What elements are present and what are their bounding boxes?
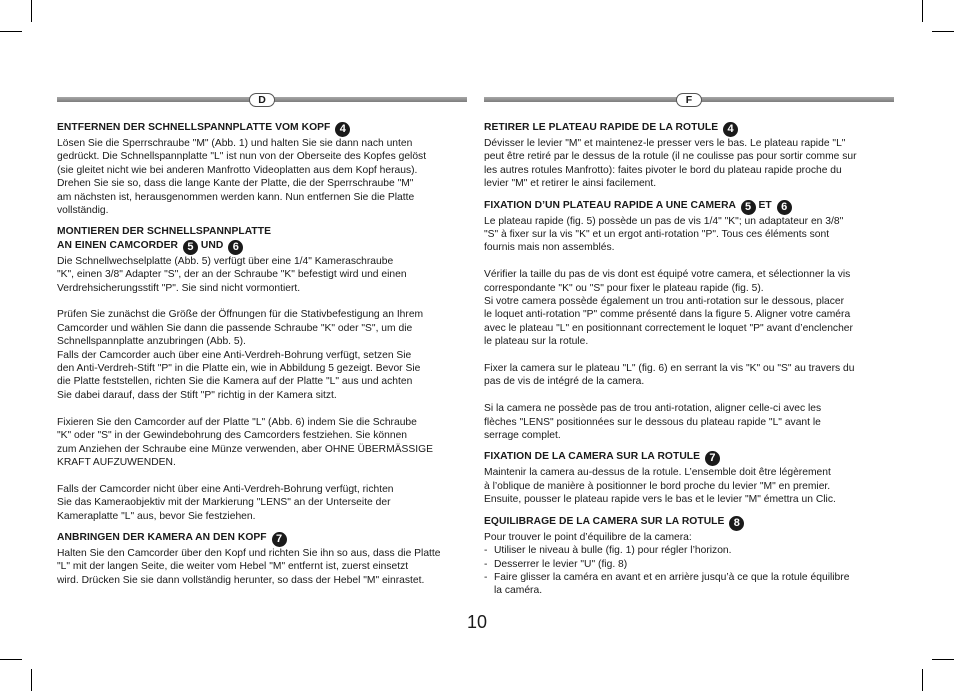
figure-number-badge: 8 bbox=[729, 516, 744, 531]
section-attach-camera bbox=[57, 531, 467, 587]
figure-number-badge: 6 bbox=[777, 200, 792, 215]
figure-number-badge: 5 bbox=[183, 240, 198, 255]
crop-mark bbox=[0, 31, 22, 32]
section-heading: MONTIEREN DER SCHNELLSPANNPLATTE AN EINEN CAMCORDER 5 UND 6 bbox=[57, 226, 272, 253]
language-badge: D bbox=[249, 93, 275, 107]
section-attach-camera bbox=[484, 450, 894, 506]
section-heading: RETIRER LE PLATEAU RAPIDE DE LA ROTULE 4 bbox=[484, 121, 894, 137]
section-heading: ENTFERNEN DER SCHNELLSPANNPLATTE VOM KOPF 4 bbox=[57, 121, 467, 137]
figure-number-badge: 5 bbox=[741, 200, 756, 215]
crop-mark bbox=[922, 0, 923, 22]
figure-number-badge: 7 bbox=[272, 532, 287, 547]
page-number: 10 bbox=[466, 612, 488, 632]
crop-mark bbox=[932, 659, 954, 660]
crop-mark bbox=[932, 31, 954, 32]
paragraph: Falls der Camcorder nicht über eine Anti-Verdreh-Bohrung verfügt, richten Sie das Kameraobjektiv mit der Markierung "LENS" an der Unterseite der Kameraplatte "L" aus, bevor Sie festziehen. bbox=[57, 483, 394, 522]
paragraph: Pour trouver le point d’équilibre de la camera: bbox=[484, 531, 692, 543]
figure-number-badge: 4 bbox=[723, 122, 738, 137]
paragraph: Si la camera ne possède pas de trou anti-rotation, aligner celle-ci avec les flèches "LENS" positionnées sur le dessous du plateau rapide "L" avant le serrage complet. bbox=[484, 403, 822, 442]
paragraph: Die Schnellwechselplatte (Abb. 5) verfügt über eine 1/4" Kameraschraube "K", einen 3/8" Adapter "S", der an der Schraube "K" befestigt wird und einen Verdrehsicherungsstift "P". Sie sind nicht vormontiert. bbox=[57, 255, 407, 294]
figure-number-badge: 4 bbox=[335, 122, 350, 137]
section-remove-plate bbox=[484, 121, 894, 191]
paragraph: Prüfen Sie zunächst die Größe der Öffnungen für die Stativbefestigung an Ihrem Camcorder und wählen Sie dann die passende Schraube "K" oder "S", um die Schnellspannplatte anzubringen (Abb. 5). Falls der Camcorder auch über eine Anti-Verdreh-Bohrung verfügt, setzen Sie den Anti-Verdreh-Stift "P" in die Platte ein, wie in Abbildung 5 gezeigt. Bevor Sie die Platte feststellen, richten Sie die Kamera auf der Platte "L" aus und achten Sie dabei darauf, dass der Stift "P" richtig in der Kamera sitzt. bbox=[57, 309, 424, 401]
section-heading: ANBRINGEN DER KAMERA AN DEN KOPF 7 bbox=[57, 531, 467, 547]
language-bar-de bbox=[57, 93, 467, 107]
french-column bbox=[484, 93, 894, 606]
list-item: - Utiliser le niveau à bulle (fig. 1) pour régler l’horizon. bbox=[484, 544, 894, 557]
paragraph: Vérifier la taille du pas de vis dont est équipé votre camera, et sélectionner la vis correspondante "K" ou "S" pour fixer le plateau rapide (fig. 5). Si votre camera possède également un trou anti-rotation sur le dessous, placer le loquet anti-rotation "P" comme présenté dans la figure 5. Aligner votre caméra avec le plateau "L" en positionnant correctement le loquet "P" avant d’enclencher le plateau sur la rotule. bbox=[484, 269, 853, 348]
section-balance-camera bbox=[484, 515, 894, 598]
section-heading: FIXATION D’UN PLATEAU RAPIDE A UNE CAMERA 5 ET 6 bbox=[484, 199, 894, 215]
paragraph: Dévisser le levier "M" et maintenez-le presser vers le bas. Le plateau rapide "L" peut être retiré par le dessus de la rotule (il ne coulisse pas pour sortir comme sur les autres rotules Manfrotto): faites pivoter le bord du plateau rapide proche du levier "M" et retirer le ainsi facilement. bbox=[484, 138, 857, 190]
section-mount-plate bbox=[484, 199, 894, 443]
section-heading: EQUILIBRAGE DE LA CAMERA SUR LA ROTULE 8 bbox=[484, 515, 894, 531]
list-item: - Faire glisser la caméra en avant et en arrière jusqu’à ce que la rotule équilibre la caméra. bbox=[484, 571, 894, 598]
paragraph: Halten Sie den Camcorder über den Kopf und richten Sie ihn so aus, dass die Platte "L" mit der langen Seite, die weiter vom Hebel "M" entfernt ist, zuerst einsetzt wird. Drücken Sie sie dann vollständig herunter, so dass der Hebel "M" einrastet. bbox=[57, 547, 441, 586]
paragraph: Lösen Sie die Sperrschraube "M" (Abb. 1) und halten Sie sie dann nach unten gedrückt. Die Schnellspannplatte "L" ist nun von der Oberseite des Kopfes gelöst (sie gleitet nicht wie bei anderen Manfrotto Videoplatten aus dem Kopf heraus). Drehen Sie sie so, dass die lange Kante der Platte, die der Sperrschraube "M" am nächsten ist, herausgenommen werden kann. Nun entfernen Sie die Platte vollständig. bbox=[57, 138, 427, 217]
crop-mark bbox=[0, 659, 22, 660]
language-badge: F bbox=[676, 93, 702, 107]
step-list bbox=[484, 544, 894, 598]
section-remove-plate bbox=[57, 121, 467, 217]
section-heading: FIXATION DE LA CAMERA SUR LA ROTULE 7 bbox=[484, 450, 894, 466]
german-column bbox=[57, 93, 467, 595]
crop-mark bbox=[922, 669, 923, 691]
paragraph: Fixer la camera sur le plateau "L" (fig. 6) en serrant la vis "K" ou "S" au travers du pas de vis de intégré de la camera. bbox=[484, 363, 855, 388]
figure-number-badge: 7 bbox=[705, 451, 720, 466]
figure-number-badge: 6 bbox=[228, 240, 243, 255]
paragraph: Maintenir la camera au-dessus de la rotule. L’ensemble doit être légèrement à l’oblique de manière à positionner le bord proche du levier "M" en premier. Ensuite, pousser le plateau rapide vers le bas et le levier "M" émettra un Clic. bbox=[484, 467, 836, 506]
language-bar-fr bbox=[484, 93, 894, 107]
paragraph: Fixieren Sie den Camcorder auf der Platte "L" (Abb. 6) indem Sie die Schraube "K" oder "S" in der Gewindebohrung des Camcorders festziehen. Sie können zum Anziehen der Schraube eine Münze verwenden, aber OHNE ÜBERMÄSSIGE KRAFT AUFZUWENDEN. bbox=[57, 416, 434, 468]
crop-mark bbox=[31, 669, 32, 691]
section-mount-plate bbox=[57, 225, 467, 522]
crop-mark bbox=[31, 0, 32, 22]
paragraph: Le plateau rapide (fig. 5) possède un pas de vis 1/4" "K"; un adaptateur en 3/8" "S" à fixer sur la vis "K" et un ergot anti-rotation "P". Tous ces éléments sont fournis mais non assemblés. bbox=[484, 215, 844, 254]
list-item: - Desserrer le levier "U" (fig. 8) bbox=[484, 558, 894, 571]
